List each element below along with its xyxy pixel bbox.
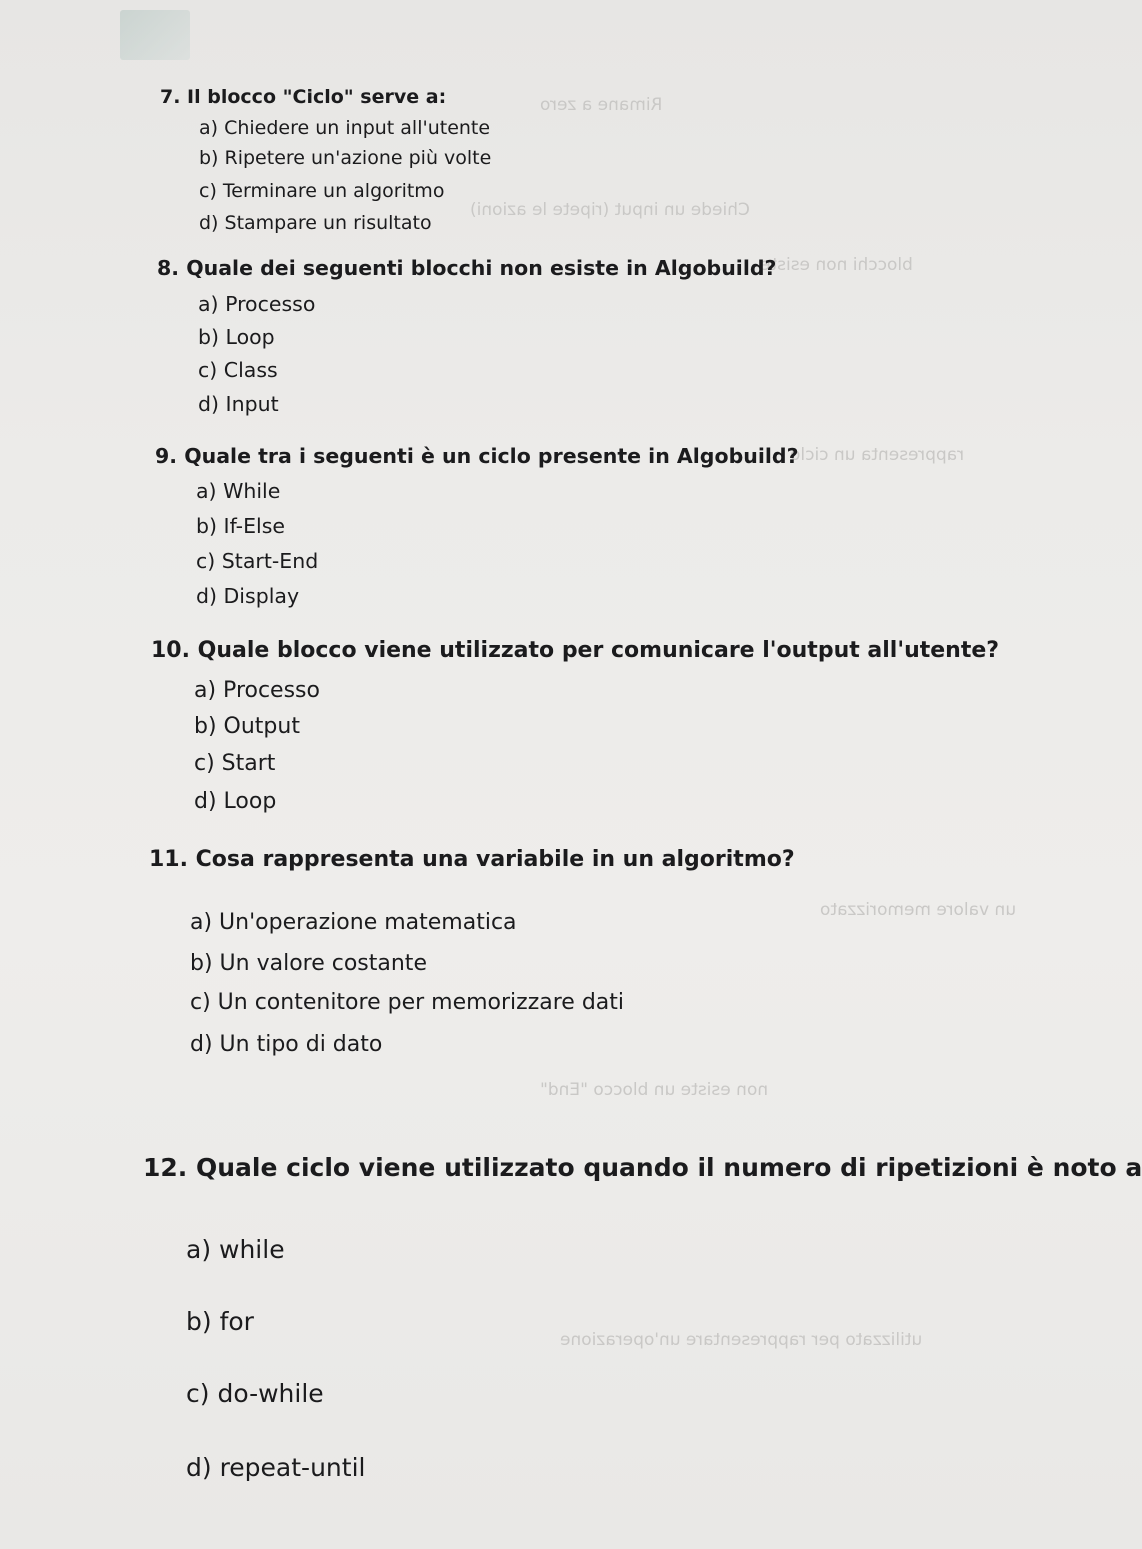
option-b: b) Ripetere un'azione più volte [199,147,492,169]
option-d: d) repeat-until [186,1453,366,1482]
question-text: 9. Quale tra i seguenti è un ciclo presente in Algobuild? [155,444,799,468]
option-c: c) Class [198,358,278,382]
question-text: 7. Il blocco "Ciclo" serve a: [160,86,447,108]
option-b: b) If-Else [196,514,286,538]
option-b: b) Loop [198,325,275,349]
option-d: d) Display [196,584,300,608]
option-b: b) Output [194,714,300,739]
option-b: b) Un valore costante [190,951,427,976]
option-c: c) Start [194,751,276,776]
question-text: 11. Cosa rappresenta una variabile in un algoritmo? [149,847,795,872]
option-d: d) Un tipo di dato [190,1032,383,1057]
option-d: d) Input [198,392,279,416]
option-a: a) Processo [194,678,320,703]
bleed-through-text: rappresenta un ciclo [790,445,965,465]
bleed-through-text: un valore memorizzato [820,900,1017,920]
option-c: c) Un contenitore per memorizzare dati [190,990,625,1015]
option-a: a) While [196,479,281,503]
bleed-through-text: non esiste un blocco "End" [540,1080,769,1100]
bleed-through-text: Chiede un input (ripete le azioni) [470,200,750,220]
option-c: c) Start-End [196,549,319,573]
bleed-through-text: blocchi non esiste [760,255,913,275]
option-d: d) Loop [194,789,277,814]
option-a: a) Processo [198,292,316,316]
question-text: 12. Quale ciclo viene utilizzato quando il numero di ripetizioni è noto a [143,1153,1142,1182]
question-text: 10. Quale blocco viene utilizzato per comunicare l'output all'utente? [151,638,1000,663]
option-c: c) do-while [186,1379,324,1408]
bleed-through-text: Rimane a zero [540,95,663,115]
option-d: d) Stampare un risultato [199,212,432,234]
bleed-through-text: utilizzato per rappresentare un'operazione [560,1330,923,1350]
option-a: a) Un'operazione matematica [190,910,517,935]
question-text: 8. Quale dei seguenti blocchi non esiste in Algobuild? [157,256,777,280]
option-c: c) Terminare un algoritmo [199,180,445,202]
corner-image-fragment [120,10,190,60]
option-a: a) Chiedere un input all'utente [199,117,491,139]
option-a: a) while [186,1235,285,1264]
option-b: b) for [186,1307,254,1336]
